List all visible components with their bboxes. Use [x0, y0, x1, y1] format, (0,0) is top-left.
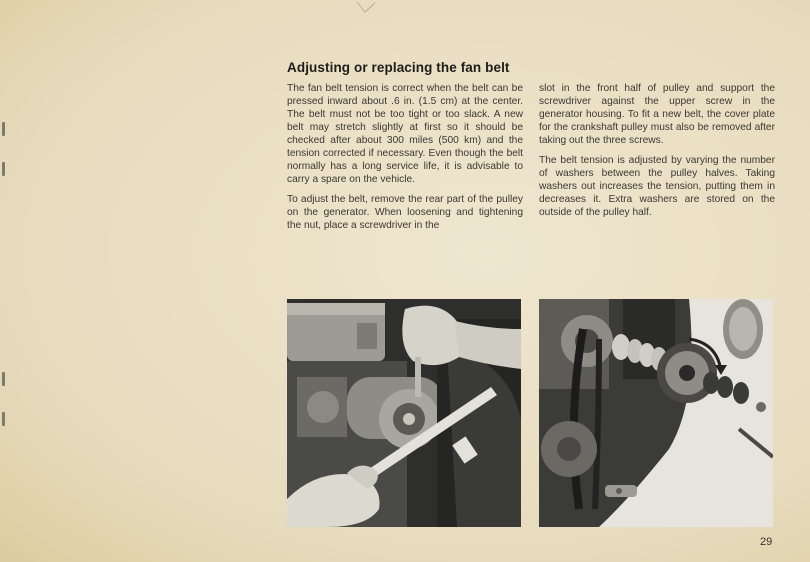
binding-mark	[2, 162, 5, 176]
binding-mark	[2, 372, 5, 386]
photo-generator-pulley-wrench	[287, 299, 521, 527]
photo-pulley-washers	[539, 299, 773, 527]
paragraph: The fan belt tension is correct when the belt can be pressed inward about .6 in. (1.5 cm) at the center. The belt must not be too tight or too slack. A new belt may stretch slightly at first so it should be checked after about 300 miles (500 km) and the tension corrected if necessary. Even though the belt normally has a long service life, it is advisable to carry a spare on the vehicle.	[287, 83, 523, 185]
text-column-left	[287, 82, 523, 239]
paragraph: To adjust the belt, remove the rear part of the pulley on the generator. When loosening and tightening the nut, place a screwdriver in the	[287, 194, 523, 231]
binding-mark	[2, 412, 5, 426]
paragraph: slot in the front half of pulley and support the screwdriver against the upper screw in the generator housing. To fit a new belt, the cover plate for the crankshaft pulley must also be removed after taking out the three screws.	[539, 83, 775, 146]
page-number: 29	[760, 536, 773, 548]
pencil-mark	[355, 0, 377, 14]
section-heading: Adjusting or replacing the fan belt	[287, 60, 510, 75]
text-column-right	[539, 82, 775, 226]
binding-mark	[2, 122, 5, 136]
paragraph: The belt tension is adjusted by varying the number of washers between the pulley halves. Taking washers out increases the tension, putting them in decreases it. Extra washers are stored on the outside of the pulley half.	[539, 155, 775, 218]
